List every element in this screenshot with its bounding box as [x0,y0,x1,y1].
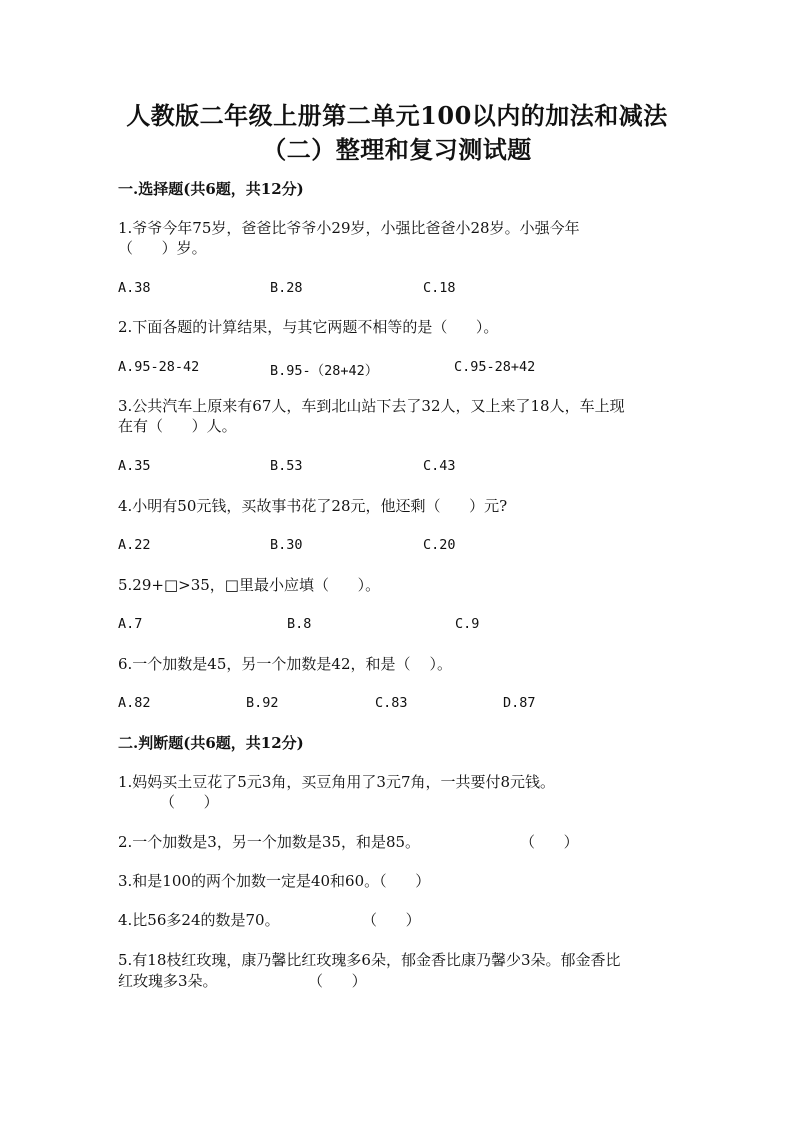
tf-question-4-text: 4.比56多24的数是70。 [118,911,280,929]
q6-option-c: C.83 [375,695,408,711]
question-5-text: 5.29+□>35，□里最小应填（ ）。 [118,576,381,594]
question-1-text: 1.爷爷今年75岁，爸爸比爷爷小29岁，小强比爸爸小28岁。小强今年 [118,219,580,237]
q5-option-a: A.7 [118,616,143,632]
q4-option-c: C.20 [423,537,456,553]
tf-question-2-paren: （ ） [520,833,579,851]
tf-question-4-paren: （ ） [362,911,421,929]
q6-option-d: D.87 [503,695,536,711]
q1-option-a: A.38 [118,280,151,296]
question-3-text-cont: 在有（ ）人。 [118,417,237,435]
tf-question-5-text-cont: 红玫瑰多3朵。 [118,972,218,990]
question-3-text: 3.公共汽车上原来有67人，车到北山站下去了32人，又上来了18人，车上现 [118,397,625,415]
tf-question-5-paren: （ ） [308,972,367,990]
q5-option-b: B.8 [287,616,312,632]
q3-option-c: C.43 [423,458,456,474]
page-title-line-1: 人教版二年级上册第二单元100以内的加法和减法 [126,101,668,130]
tf-question-3-text: 3.和是100的两个加数一定是40和60。（ ） [118,872,431,890]
tf-question-1-paren: （ ） [160,793,219,811]
tf-question-2-text: 2.一个加数是3，另一个加数是35，和是85。 [118,833,421,851]
q6-option-b: B.92 [246,695,279,711]
q2-option-c: C.95-28+42 [454,359,536,375]
question-2-text: 2.下面各题的计算结果，与其它两题不相等的是（ ）。 [118,318,499,336]
question-1-text-cont: （ ）岁。 [118,239,207,257]
question-6-text: 6.一个加数是45，另一个加数是42，和是（ ）。 [118,655,453,673]
tf-question-1-text: 1.妈妈买土豆花了5元3角，买豆角用了3元7角，一共要付8元钱。 [118,773,556,791]
q2-option-b: B.95-（28+42） [270,363,379,379]
q5-option-c: C.9 [455,616,480,632]
q1-option-c: C.18 [423,280,456,296]
question-4-text: 4.小明有50元钱，买故事书花了28元，他还剩（ ）元? [118,497,508,515]
q3-option-a: A.35 [118,458,151,474]
q2-option-a: A.95-28-42 [118,359,200,375]
section-heading-judgement: 二.判断题(共6题，共12分) [118,734,304,752]
page-title-line-2: （二）整理和复习测试题 [262,135,532,164]
q3-option-b: B.53 [270,458,303,474]
q4-option-b: B.30 [270,537,303,553]
q4-option-a: A.22 [118,537,151,553]
section-heading-choice: 一.选择题(共6题，共12分) [118,180,304,198]
tf-question-5-text: 5.有18枝红玫瑰，康乃馨比红玫瑰多6朵，郁金香比康乃馨少3朵。郁金香比 [118,951,621,969]
q6-option-a: A.82 [118,695,151,711]
q1-option-b: B.28 [270,280,303,296]
